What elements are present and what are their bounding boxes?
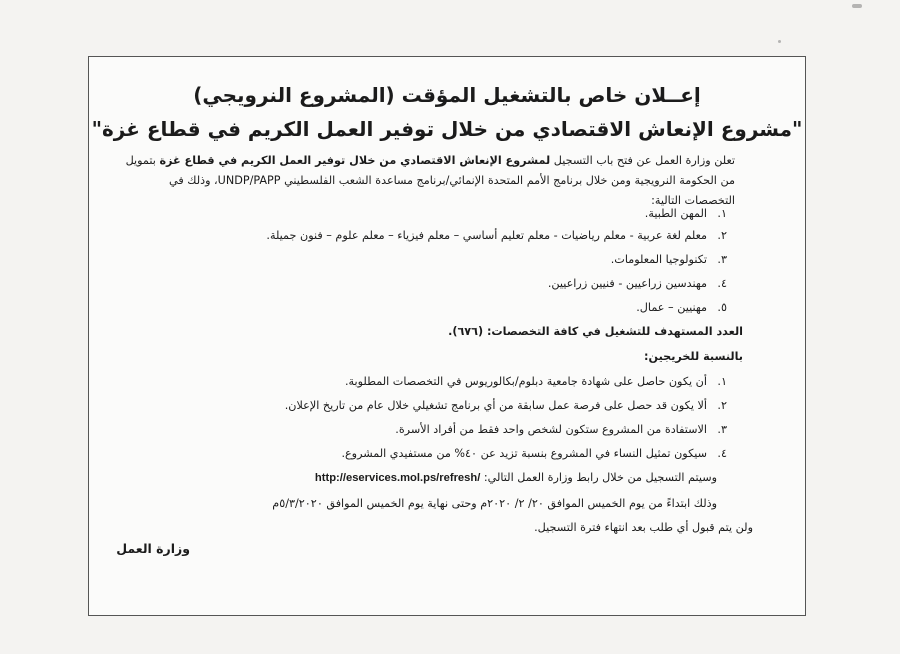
condition-text: سيكون تمثيل النساء في المشروع بنسبة تزيد عن ٤٠% من مستفيدي المشروع.: [341, 447, 707, 460]
specialty-item: [266, 229, 727, 242]
specialty-text: مهنيين – عمال.: [636, 301, 707, 314]
specialty-item: [548, 277, 727, 290]
registration-link[interactable]: http://eservices.mol.ps/refresh/: [314, 472, 481, 484]
specialty-item: [636, 301, 727, 314]
condition-item: [395, 423, 727, 436]
registration-text: وسيتم التسجيل من خلال رابط وزارة العمل التالي:: [480, 471, 717, 484]
condition-number: ١.: [717, 375, 727, 388]
registration-line: [315, 471, 717, 484]
specialty-text: المهن الطبية.: [644, 207, 707, 220]
specialty-text: معلم لغة عربية - معلم رياضيات - معلم تعليم أساسي – معلم فيزياء – معلم علوم – فنون جميلة.: [266, 229, 707, 242]
scan-mark: [852, 4, 862, 8]
specialty-item: [645, 207, 727, 220]
specialty-item: [611, 253, 727, 266]
specialty-number: ٢.: [717, 229, 727, 242]
specialty-number: ٣.: [717, 253, 727, 266]
project-subtitle: "مشروع الإنعاش الاقتصادي من خلال توفير العمل الكريم في قطاع غزة": [91, 117, 803, 141]
intro-project-name: لمشروع الإنعاش الاقتصادي من خلال توفير العمل الكريم في قطاع غزة: [159, 154, 551, 167]
graduates-heading: بالنسبة للخريجين:: [644, 350, 743, 363]
announcement-document: [88, 56, 806, 616]
registration-dates: وذلك ابتداءً من يوم الخميس الموافق ٢٠/ ٢/ ٢٠٢٠م وحتى نهاية يوم الخميس الموافق ٥/٣/٢٠٢٠م: [272, 497, 717, 510]
condition-number: ٢.: [717, 399, 727, 412]
condition-item: [341, 447, 727, 460]
condition-text: الاستفادة من المشروع ستكون لشخص واحد فقط من أفراد الأسرة.: [395, 423, 707, 436]
specialty-number: ٤.: [717, 277, 727, 290]
ministry-signature: وزارة العمل: [116, 541, 190, 556]
condition-item: [345, 375, 727, 388]
condition-text: ألا يكون قد حصل على فرصة عمل سابقة من أي برنامج تشغيلي خلال عام من تاريخ الإعلان.: [284, 399, 707, 412]
specialty-number: ١.: [717, 207, 727, 220]
closing-note: ولن يتم قبول أي طلب بعد انتهاء فترة التسجيل.: [534, 521, 753, 534]
target-count: العدد المستهدف للتشغيل في كافة التخصصات: (٦٧٦).: [448, 325, 743, 338]
condition-number: ٤.: [717, 447, 727, 460]
announcement-title: إعــلان خاص بالتشغيل المؤقت (المشروع النرويجي): [193, 83, 701, 107]
specialty-number: ٥.: [717, 301, 727, 314]
specialty-text: مهندسين زراعيين - فنيين زراعيين.: [547, 277, 707, 290]
condition-number: ٣.: [717, 423, 727, 436]
intro-paragraph: [119, 151, 735, 211]
intro-part1: تعلن وزارة العمل عن فتح باب التسجيل: [550, 154, 735, 167]
specialty-text: تكنولوجيا المعلومات.: [610, 253, 707, 266]
scan-mark: [778, 40, 781, 43]
condition-text: أن يكون حاصل على شهادة جامعية دبلوم/بكالوريوس في التخصصات المطلوبة.: [344, 375, 707, 388]
intro-part3: بتمويل من الحكومة النرويجية ومن خلال برنامج الأمم المتحدة الإنمائي/برنامج مساعدة الشعب الفلسطيني UNDP/PAPP، وذلك في التخصصات التالية:: [125, 154, 735, 207]
condition-item: [285, 399, 727, 412]
